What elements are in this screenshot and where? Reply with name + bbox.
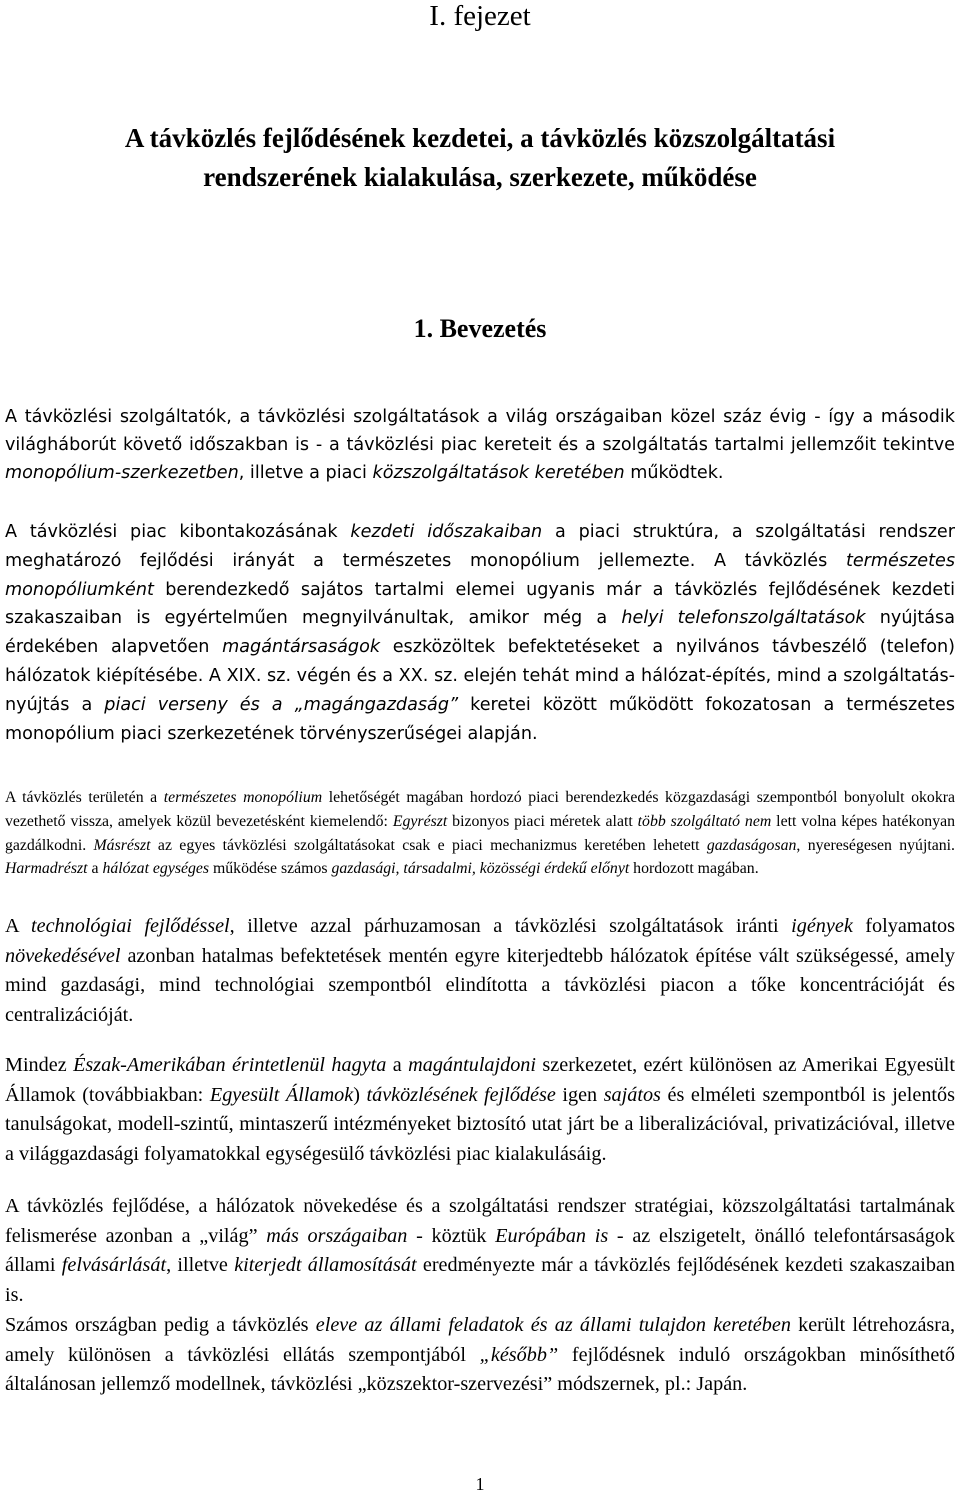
text-run: A távközlés területén a (5, 789, 164, 806)
italic-run: helyi telefonszolgáltatások (621, 608, 866, 629)
text-run: A távközlési piac kibontakozásának (5, 522, 351, 542)
text-run: lett volna képes hatékonyan gazdálkodni. (5, 812, 955, 854)
paragraph-2 (5, 518, 955, 748)
paragraph-5 (5, 1051, 955, 1169)
italic-run: hálózat egységes (102, 860, 210, 878)
text-run: eszközöltek befektetéseket a nyilvános távbeszélő (telefon) hálózatok kiépítésébe. A XIX. sz. végén és a XX. sz. elején tehát mind a hálózat-építés, mind a szolgáltatás-nyújtás a (5, 637, 955, 715)
italic-run: több szolgáltató nem (637, 812, 772, 830)
text-run: A (5, 915, 31, 937)
text-run: került létrehozásra, amely különösen a távközlési ellátás szempontjából (5, 1314, 955, 1366)
italic-run: „később” (479, 1343, 559, 1366)
italic-run: gazdaságosan (706, 836, 797, 854)
italic-run: Észak-Amerikában érintetlenül hagyta (73, 1054, 387, 1076)
italic-run: Egyrészt (392, 812, 448, 830)
text-run: a (87, 860, 103, 878)
italic-run: közszolgáltatások keretében (372, 463, 625, 484)
page-number: 1 (475, 1474, 485, 1494)
text-run: működtek. (624, 463, 724, 484)
italic-run: magántársaságok (222, 637, 381, 658)
text-run: hordozott magában. (629, 860, 759, 878)
text-run: keretei között működött fokozatosan a természetes monopólium piaci szerkezetének törvényszerűségei alapján. (5, 694, 955, 744)
paragraph-4 (5, 912, 955, 1030)
italic-run: felvásárlását (61, 1254, 167, 1277)
paragraph-6 (5, 1192, 955, 1310)
text-run: a (386, 1054, 409, 1076)
text-run: Számos országban pedig a távközlés (5, 1314, 316, 1336)
chapter-heading: I. fejezet (429, 0, 531, 32)
italic-run: Harmadrészt (5, 860, 88, 878)
italic-run: piaci verseny és a „magángazdaság” (104, 694, 459, 715)
italic-run: magántulajdoni (408, 1054, 537, 1076)
section-heading: 1. Bevezetés (413, 314, 547, 343)
text-run: és elméleti szempontból is jelentős tanulságokat, modell-szintű, mintaszerű intézményeket biztosító utat járt be a liberalizációval, privatizációval, illetve a világgazdasági folyamatokkal egységesülő távközlési piac kialakulásáig. (5, 1083, 955, 1165)
paragraph-1 (5, 403, 955, 487)
italic-run: távközlésének fejlődése (366, 1083, 556, 1106)
text-run: berendezkedő sajátos tartalmi elemei ugyanis már a távközlés fejlődésének kezdeti szakaszaiban is egyértelműen megnyilvánultak, amikor még a (5, 579, 955, 629)
title-line-2: rendszerének kialakulása, szerkezete, működése (203, 162, 757, 192)
text-run: fejlődésnek induló országokban minősíthető általánosan jellemző modellnek, távközlési „közszektor-szervezési” módszernek, pl.: Japán. (5, 1343, 955, 1396)
italic-run: monopólium-szerkezetben (5, 463, 239, 484)
text-run: azonban hatalmas befektetések mentén egyre kiterjedtebb hálózatok építése vált szükségessé, amely mind gazdasági, mind technológiai szempontból elindította a távközlési piacon a tőke koncentrációját és centralizációját. (5, 944, 955, 1026)
italic-run: sajátos (603, 1083, 661, 1106)
italic-run: kezdeti időszakaiban (350, 522, 543, 542)
text-run: A távközlés fejlődése, a hálózatok növekedése és a szolgáltatási rendszer stratégiai, közszolgáltatási tartalmának felismerése azonban a „világ” (5, 1195, 955, 1247)
italic-run: Európában is (495, 1224, 609, 1247)
text-run: a piaci struktúra, a szolgáltatási rendszer meghatározó fejlődési irányát a természetes monopólium jellemezte. A távközlés (5, 522, 955, 571)
paragraph-7 (5, 1311, 955, 1400)
italic-run: gazdasági, társadalmi, közösségi érdekű előnyt (331, 860, 630, 878)
italic-run: kiterjedt államosítását (234, 1254, 417, 1277)
italic-run: igények (791, 915, 853, 937)
text-run: , illetve azzal párhuzamosan a távközlési szolgáltatások iránti (229, 915, 792, 937)
italic-run: Egyesült Államok (209, 1083, 354, 1106)
text-run: - az elszigetelt, önálló telefontársaságok állami (5, 1224, 955, 1277)
italic-run: növekedésével (5, 944, 121, 967)
italic-run: eleve az állami feladatok és az állami tulajdon keretében (315, 1314, 791, 1336)
text-run: az egyes távközlési szolgáltatásokat csak e piaci mechanizmus keretében lehetett (150, 836, 707, 854)
text-run: , nyereségesen nyújtani. (796, 836, 955, 854)
italic-run: természetes monopóliumként (5, 550, 955, 600)
text-run: , illetve (166, 1254, 235, 1277)
text-run: szerkezetet, ezért különösen az Amerikai Egyesült Államok (továbbiakban: (5, 1054, 956, 1106)
text-run: lehetőségét magában hordozó piaci berendezkedés közgazdasági szempontból bonyolult okokra vezethető vissza, amelyek közül bevezetésként kiemelendő: (5, 789, 955, 830)
text-run: A távközlési szolgáltatók, a távközlési szolgáltatások a világ országaiban közel száz évig - így a második világháborút követő időszakban is - a távközlési piac kereteit és a szolgáltatás tartalmi jellemzőit tekintve (5, 407, 955, 456)
italic-run: más országaiban (266, 1224, 408, 1247)
text-run: Mindez (5, 1054, 74, 1076)
text-run: - köztük (407, 1224, 496, 1247)
text-run: igen (555, 1083, 604, 1106)
text-run: működése számos (209, 860, 332, 878)
text-run: ) (353, 1083, 367, 1106)
document-title (30, 119, 930, 197)
title-line-1: A távközlés fejlődésének kezdetei, a távközlés közszolgáltatási (124, 123, 836, 153)
text-run: , illetve a piaci (238, 463, 373, 484)
text-run: eredményezte már a távközlés fejlődésének kezdeti szakaszaiban is. (5, 1254, 955, 1306)
italic-run: természetes monopólium (163, 789, 323, 806)
text-run: nyújtása érdekében alapvetően (5, 608, 955, 658)
italic-run: technológiai fejlődéssel (31, 915, 230, 937)
paragraph-3 (5, 786, 955, 881)
text-run: folyamatos (852, 915, 956, 937)
text-run: bizonyos piaci méretek alatt (447, 812, 638, 830)
italic-run: Másrészt (93, 836, 151, 854)
